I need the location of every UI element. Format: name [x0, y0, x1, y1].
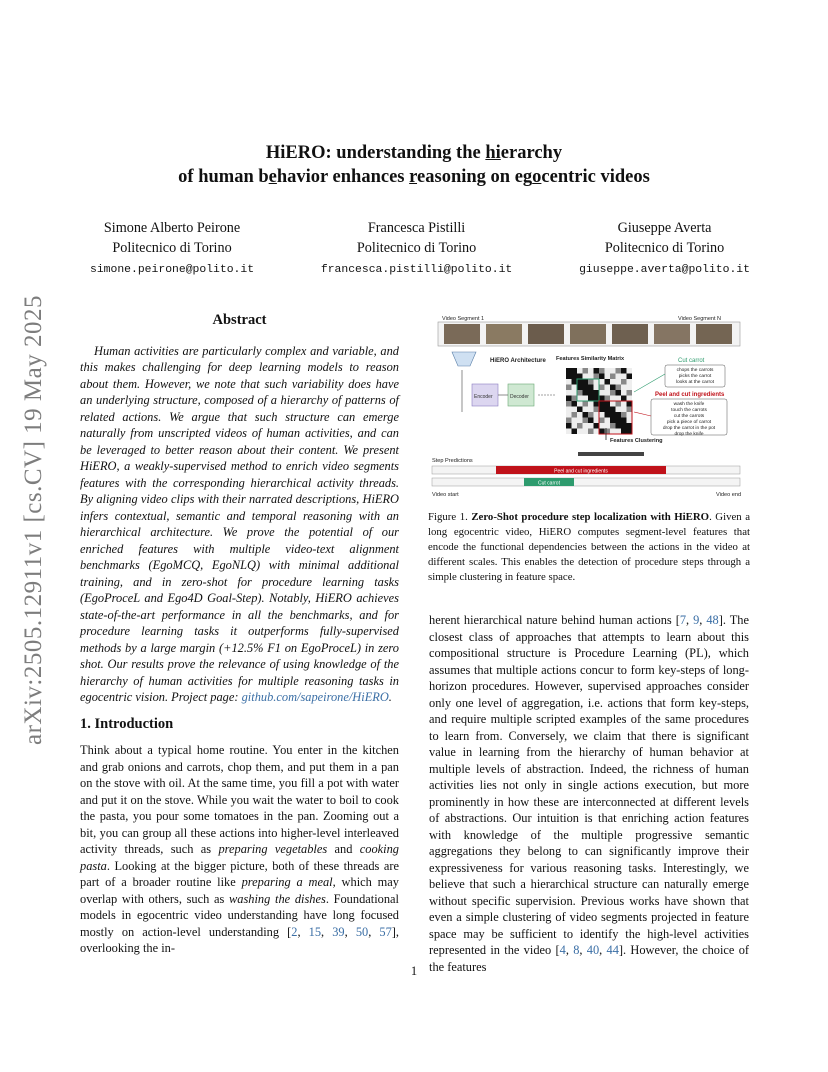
- matrix-cell: [594, 385, 600, 391]
- matrix-cell: [594, 412, 600, 418]
- matrix-cell: [621, 385, 627, 391]
- matrix-cell: [610, 368, 616, 374]
- matrix-cell: [572, 390, 578, 396]
- matrix-cell: [572, 407, 578, 413]
- matrix-cell: [594, 379, 600, 385]
- matrix-cell: [605, 385, 611, 391]
- matrix-cell: [605, 418, 611, 424]
- matrix-cell: [588, 429, 594, 435]
- intro-paragraph-2: herent hierarchical nature behind human actions [7, 9, 48]. The closest class of approaches that attempts to learn about this compositional structure is Procedure Learning (PL), which assumes that multiple actions concur to form key-steps of long-horizon procedures. However, supervised approaches consider only one level of aggregation, i.e. actions that form key-steps, and require multiple scripted examples of the same procedures to learn from. Conversely, we claim that there is significant value in learning from the hierarchy of human behavior at multiple levels of abstraction. Indeed, the richness of human activities lies not only in single actions execution, but more prominently in how these are interconnected at different levels of abstractions. Our intuition is that enriching action features with knowledge of the multiple progressive semantic aggregations they belong to can significantly improve their expressiveness for various reasoning tasks. Interestingly, we believe that such a hierarchical structure can naturally emerge without specific supervision. Previous works have shown that even a simple clustering of video segments projected in feature space may be sufficient to identify the high-level activities represented in the video [4, 8, 40, 44]. However, the choice of the features: [429, 613, 750, 974]
- figure-1: [428, 312, 750, 505]
- matrix-cell: [610, 385, 616, 391]
- matrix-cell: [610, 374, 616, 380]
- matrix-cell: [627, 379, 633, 385]
- matrix-cell: [627, 423, 633, 429]
- author-1: [90, 219, 254, 281]
- matrix-cell: [627, 390, 633, 396]
- matrix-cell: [605, 423, 611, 429]
- matrix-cell: [610, 396, 616, 402]
- matrix-cell: [594, 418, 600, 424]
- matrix-cell: [616, 374, 622, 380]
- video-frame: [486, 324, 522, 344]
- abstract-heading: Abstract: [212, 312, 267, 328]
- arxiv-sidebar: [14, 270, 54, 770]
- video-frame: [696, 324, 732, 344]
- video-frame: [528, 324, 564, 344]
- matrix-cell: [599, 396, 605, 402]
- citation-link[interactable]: 4: [559, 943, 566, 957]
- matrix-cell: [583, 401, 589, 407]
- matrix-cell: [566, 374, 572, 380]
- matrix-cell: [588, 396, 594, 402]
- matrix-cell: [588, 418, 594, 424]
- intro-paragraph-1: Think about a typical home routine. You enter in the kitchen and grab onions and carrots, chop them, and put them in a pan on the stove with oil. At the same time, you fill a pot with water and put it on the stove. While you wait the water to boil to cook the pasta, you pour some tomatoes in the pan. Zooming out a bit, you can group all these actions into higher-level interleaved activity threads, such as preparing vegetables and cooking pasta. Looking at the bigger picture, both of these threads are part of a broader routine like preparing a meal, which may overlap with others, such as washing the dishes. Foundational models in egocentric video understanding have long focused mostly on action-level understanding [2, 15, 39, 50, 57], overlooking the in-: [80, 743, 400, 955]
- citation-link[interactable]: 15: [308, 924, 322, 939]
- right-column: [429, 612, 749, 975]
- matrix-cell: [588, 374, 594, 380]
- abstract-body: Human activities are particularly complex and variable, and this makes challenging for deep learning models to reason about them. However, we note that such variability does have an underlying structure, composed of a hierarchy of patterns of related actions. We argue that such structure can emerge naturally from unscripted videos of human activities, and can be leveraged to better reason about their content. We present HiERO, a weakly-supervised method to enrich video segments features with the corresponding hierarchical activity threads. By aligning video clips with their narrated descriptions, HiERO infers contextual, semantic and temporal reasoning with an hierarchical architecture. We prove the potential of our enriched features with multiple video-text alignment benchmarks (EgoMCQ, EgoNLQ) with minimal additional training, and in zero-shot for procedure learning tasks (EgoProceL and Ego4D Goal-Step). Notably, HiERO achieves state-of-the-art performance in all the benchmarks, and for procedure learning tasks it outperforms fully-supervised methods by a large margin (+12.5% F1 on EgoProceL) in zero shot. Our results prove the relevance of using knowledge of the hierarchy of human activities for multiple reasoning tasks in egocentric vision. Project page: github.com/sapeirone/HiERO.: [80, 343, 399, 704]
- matrix-cell: [572, 418, 578, 424]
- matrix-cell: [621, 368, 627, 374]
- citation-link[interactable]: 44: [606, 943, 619, 957]
- matrix-cell: [594, 423, 600, 429]
- peel-step: cut the carrots: [673, 414, 705, 419]
- matrix-cell: [627, 407, 633, 413]
- peel-step: touch the carrots: [671, 408, 707, 413]
- matrix-cell: [621, 407, 627, 413]
- figure-diagram: [428, 312, 750, 505]
- cut-step: chops the carrots: [676, 368, 714, 373]
- author-email: francesca.pistilli@polito.it: [320, 264, 513, 276]
- matrix-cell: [594, 401, 600, 407]
- author-name: Simone Alberto Peirone: [103, 220, 241, 236]
- matrix-cell: [594, 368, 600, 374]
- matrix-cell: [599, 390, 605, 396]
- matrix-cell: [583, 374, 589, 380]
- matrix-cell: [572, 374, 578, 380]
- matrix-cell: [572, 379, 578, 385]
- matrix-cell: [616, 429, 622, 435]
- matrix-cell: [605, 429, 611, 435]
- matrix-cell: [594, 429, 600, 435]
- author-3: [579, 219, 750, 281]
- video-segment-start-label: Video Segment 1: [442, 316, 485, 322]
- matrix-cell: [583, 407, 589, 413]
- matrix-cell: [605, 412, 611, 418]
- matrix-cell: [599, 429, 605, 435]
- matrix-cell: [566, 429, 572, 435]
- matrix-cell: [566, 379, 572, 385]
- matrix-cell: [583, 385, 589, 391]
- matrix-cell: [588, 390, 594, 396]
- video-frame: [612, 324, 648, 344]
- cut-step: picks the carrot: [678, 374, 712, 379]
- matrix-cell: [588, 401, 594, 407]
- matrix-cell: [605, 379, 611, 385]
- matrix-cell: [594, 390, 600, 396]
- matrix-cell: [621, 374, 627, 380]
- cluster-strip: [578, 452, 644, 456]
- matrix-cell: [599, 423, 605, 429]
- matrix-cell: [577, 412, 583, 418]
- author-name: Giuseppe Averta: [617, 220, 712, 236]
- clustering-label: Features Clustering: [610, 438, 663, 444]
- matrix-cell: [577, 429, 583, 435]
- matrix-cell: [621, 429, 627, 435]
- matrix-cell: [566, 401, 572, 407]
- matrix-label: Features Similarity Matrix: [556, 356, 625, 362]
- matrix-cell: [621, 396, 627, 402]
- matrix-cell: [599, 412, 605, 418]
- matrix-cell: [577, 368, 583, 374]
- matrix-cell: [577, 374, 583, 380]
- matrix-cell: [599, 407, 605, 413]
- matrix-cell: [594, 374, 600, 380]
- matrix-cell: [577, 401, 583, 407]
- matrix-cell: [627, 396, 633, 402]
- matrix-cell: [599, 418, 605, 424]
- matrix-cell: [621, 418, 627, 424]
- matrix-cell: [627, 429, 633, 435]
- matrix-cell: [583, 396, 589, 402]
- matrix-cell: [572, 368, 578, 374]
- matrix-cell: [616, 396, 622, 402]
- matrix-cell: [599, 379, 605, 385]
- matrix-cell: [572, 385, 578, 391]
- matrix-cell: [627, 374, 633, 380]
- encoder-label: Encoder: [474, 394, 493, 400]
- matrix-cell: [616, 390, 622, 396]
- matrix-cell: [610, 401, 616, 407]
- author-name: Francesca Pistilli: [367, 220, 466, 236]
- matrix-cell: [610, 429, 616, 435]
- matrix-cell: [610, 418, 616, 424]
- intro-heading: 1. Introduction: [80, 715, 174, 732]
- matrix-cell: [583, 418, 589, 424]
- matrix-cell: [566, 396, 572, 402]
- cut-step: looks at the carrot: [675, 380, 715, 385]
- matrix-cell: [610, 390, 616, 396]
- cut-bar-label: Cut carrot: [538, 480, 560, 487]
- video-frame: [570, 324, 606, 344]
- matrix-cell: [610, 423, 616, 429]
- citation-link[interactable]: 57: [379, 924, 392, 939]
- matrix-cell: [583, 390, 589, 396]
- matrix-cell: [599, 368, 605, 374]
- matrix-cell: [610, 379, 616, 385]
- matrix-cell: [621, 390, 627, 396]
- video-start-label: Video start: [432, 492, 459, 498]
- matrix-cell: [572, 423, 578, 429]
- architecture-label: HiERO Architecture: [490, 358, 546, 364]
- peel-step: wash the knife: [673, 402, 705, 407]
- paper-title: HiERO: understanding the hierarchy of human behavior enhances reasoning on egocentric videos: [178, 143, 650, 187]
- matrix-cell: [577, 407, 583, 413]
- matrix-cell: [588, 407, 594, 413]
- citation-link[interactable]: 39: [332, 924, 345, 939]
- matrix-cell: [572, 429, 578, 435]
- author-list: [90, 219, 750, 281]
- matrix-cell: [577, 423, 583, 429]
- matrix-cell: [605, 396, 611, 402]
- matrix-cell: [599, 401, 605, 407]
- matrix-cell: [621, 379, 627, 385]
- video-frame: [654, 324, 690, 344]
- peel-step: drop the carrot in the pot: [662, 426, 716, 431]
- matrix-cell: [566, 412, 572, 418]
- video-segment-end-label: Video Segment N: [678, 316, 722, 322]
- matrix-cell: [621, 412, 627, 418]
- matrix-cell: [566, 407, 572, 413]
- citation-link[interactable]: 9: [693, 613, 700, 627]
- citation-link[interactable]: 8: [573, 943, 580, 957]
- matrix-cell: [588, 423, 594, 429]
- matrix-cell: [616, 368, 622, 374]
- matrix-cell: [616, 423, 622, 429]
- matrix-cell: [627, 412, 633, 418]
- matrix-cell: [616, 407, 622, 413]
- matrix-cell: [621, 423, 627, 429]
- author-email: simone.peirone@polito.it: [90, 264, 255, 276]
- matrix-cell: [577, 390, 583, 396]
- matrix-cell: [583, 412, 589, 418]
- video-frames: [444, 324, 732, 344]
- matrix-cell: [594, 396, 600, 402]
- matrix-cell: [605, 374, 611, 380]
- matrix-cell: [572, 401, 578, 407]
- author-2: [321, 219, 512, 281]
- decoder-label: Decoder: [510, 394, 529, 400]
- matrix-cell: [583, 423, 589, 429]
- matrix-cell: [566, 418, 572, 424]
- matrix-cell: [577, 396, 583, 402]
- matrix-cell: [566, 368, 572, 374]
- author-affiliation: Politecnico di Torino: [356, 239, 477, 256]
- matrix-cell: [616, 379, 622, 385]
- author-email: giuseppe.averta@polito.it: [579, 264, 750, 276]
- matrix-cell: [616, 418, 622, 424]
- matrix-cell: [588, 385, 594, 391]
- matrix-cell: [605, 390, 611, 396]
- arxiv-identifier: arXiv:2505.12911v1 [cs.CV] 19 May 2025: [20, 295, 47, 745]
- prediction-track: [432, 478, 740, 486]
- matrix-cell: [616, 385, 622, 391]
- project-page-link[interactable]: github.com/sapeirone/HiERO: [241, 690, 389, 704]
- matrix-cell: [627, 418, 633, 424]
- matrix-cell: [566, 385, 572, 391]
- video-frame: [444, 324, 480, 344]
- citation-link[interactable]: 7: [679, 613, 687, 627]
- matrix-cell: [621, 401, 627, 407]
- matrix-cell: [616, 412, 622, 418]
- peel-bar-label: Peel and cut ingredients: [554, 468, 608, 475]
- matrix-cell: [627, 368, 633, 374]
- matrix-cell: [572, 412, 578, 418]
- matrix-cell: [577, 379, 583, 385]
- cut-carrot-title: Cut carrot: [678, 358, 705, 364]
- matrix-cell: [599, 385, 605, 391]
- citation-link[interactable]: 2: [291, 924, 298, 939]
- matrix-cell: [594, 407, 600, 413]
- left-column: [80, 312, 399, 957]
- peel-step: pick a piece of carrot: [666, 420, 712, 425]
- figure-caption: Figure 1. Zero-Shot procedure step localization with HiERO. Given a long egocentric video, HiERO computes segment-level features that encode the functional dependencies between the actions in the video at different scales. This enables the detection of procedure steps through a simple clustering in feature space.: [428, 511, 750, 583]
- matrix-cell: [577, 385, 583, 391]
- page-number: 1: [410, 964, 418, 978]
- matrix-cell: [583, 429, 589, 435]
- citation-link[interactable]: 40: [586, 943, 600, 957]
- author-affiliation: Politecnico di Torino: [112, 239, 232, 256]
- author-affiliation: Politecnico di Torino: [604, 239, 725, 256]
- matrix-cell: [599, 374, 605, 380]
- matrix-cell: [627, 385, 633, 391]
- matrix-cell: [605, 368, 611, 374]
- matrix-cell: [588, 412, 594, 418]
- matrix-cell: [616, 401, 622, 407]
- citation-link[interactable]: 50: [355, 924, 369, 939]
- matrix-cell: [566, 390, 572, 396]
- matrix-cell: [583, 368, 589, 374]
- matrix-cell: [583, 379, 589, 385]
- matrix-cell: [577, 418, 583, 424]
- matrix-cell: [610, 407, 616, 413]
- matrix-cell: [588, 379, 594, 385]
- matrix-cell: [605, 401, 611, 407]
- citation-link[interactable]: 48: [706, 613, 719, 627]
- peel-title: Peel and cut ingredients: [655, 392, 725, 398]
- peel-step: drop the knife: [674, 432, 704, 437]
- matrix-cell: [605, 407, 611, 413]
- text-encoder-icon: [452, 352, 476, 366]
- matrix-cell: [566, 423, 572, 429]
- similarity-matrix: [566, 368, 632, 434]
- video-end-label: Video end: [716, 492, 742, 498]
- matrix-cell: [610, 412, 616, 418]
- step-predictions-label: Step Predictions: [432, 458, 473, 464]
- matrix-cell: [627, 401, 633, 407]
- matrix-cell: [588, 368, 594, 374]
- matrix-cell: [572, 396, 578, 402]
